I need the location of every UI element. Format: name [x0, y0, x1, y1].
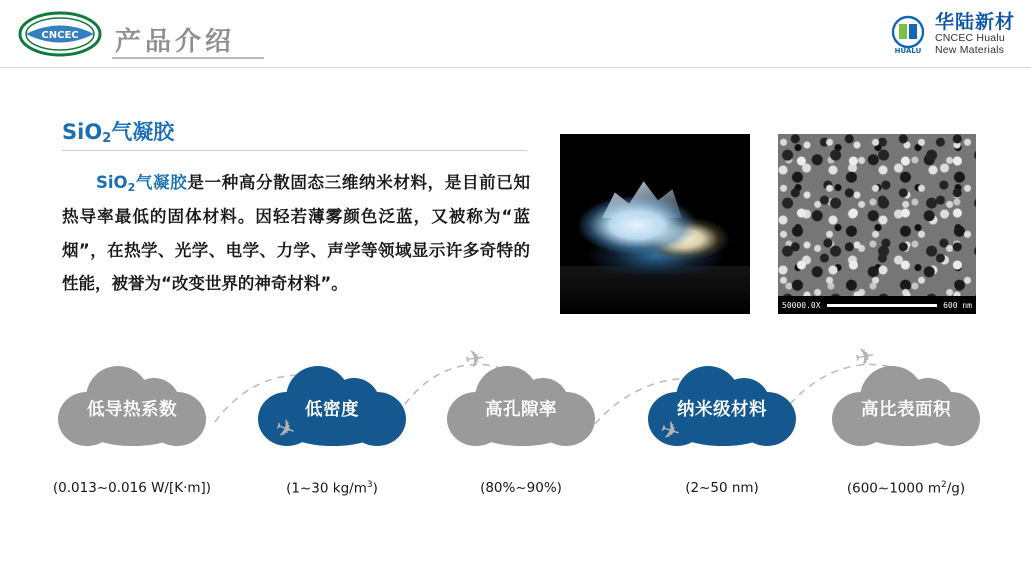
svg-text:HUALU: HUALU [894, 47, 922, 54]
feature-caption-2-tail: ) [372, 480, 378, 497]
plane-icon: ✈ [463, 344, 487, 375]
feature-caption-5-tail: /g) [946, 480, 966, 497]
body-lead-rest: 气凝胶 [135, 173, 188, 192]
feature-caption-4: (2~50 nm) [685, 480, 759, 496]
sem-texture [778, 134, 976, 314]
sem-scale-length: 600 nm [943, 300, 972, 310]
body-lead-main: SiO [96, 173, 128, 192]
section-title [62, 116, 174, 146]
section-title-main: SiO [62, 120, 103, 144]
feature-caption-5-sup: 2 [941, 480, 947, 490]
feature-cloud-row [0, 342, 1031, 472]
plane-icon: ✈ [271, 413, 300, 446]
feature-caption-2-sup: 3 [366, 480, 373, 490]
aerogel-crystal-shape [602, 178, 682, 218]
sem-scale-line [827, 304, 938, 307]
feature-cloud-3-label: 高孔隙率 [485, 400, 557, 420]
page-title: 产品介绍 [115, 27, 236, 57]
feature-caption-5-main: (600~1000 m [846, 480, 942, 497]
feature-caption-5 [791, 480, 1021, 497]
section-title-sub: 2 [102, 131, 112, 146]
plane-icon: ✈ [852, 342, 878, 373]
slide-header [0, 0, 1031, 68]
section-divider [62, 150, 527, 151]
body-paragraph [62, 166, 530, 301]
hualu-logo-en-line1: CNCEC Hualu [934, 31, 1005, 44]
title-underline [112, 57, 264, 59]
header-divider [0, 67, 1031, 68]
feature-cloud-1[interactable] [58, 362, 206, 448]
sem-scale-bar [778, 296, 976, 314]
plane-icon: ✈ [656, 415, 684, 448]
hualu-logo-en-line2: New Materials [934, 43, 1005, 56]
aerogel-sample-photo [560, 134, 750, 314]
body-lead-sub: 2 [127, 181, 136, 194]
aerogel-sem-image [778, 134, 976, 314]
hualu-logo [888, 12, 1015, 56]
feature-cloud-5-label: 高比表面积 [861, 400, 951, 420]
feature-cloud-3[interactable] [447, 362, 595, 448]
feature-cloud-1-label: 低导热系数 [87, 400, 177, 420]
body-text: 是一种高分散固态三维纳米材料，是目前已知热导率最低的固体材料。因轻若薄雾颜色泛蓝，又被称为“蓝烟”，在热学、光学、电学、力学、声学等领域显示许多奇特的性能，被誉为“改变世界的神奇材料”。 [62, 173, 531, 294]
svg-text:CNCEC: CNCEC [41, 30, 79, 41]
feature-caption-1: (0.013~0.016 W/[K·m]) [52, 480, 212, 496]
feature-cloud-4-label: 纳米级材料 [677, 400, 767, 420]
section-title-rest: 气凝胶 [111, 120, 175, 144]
hualu-logo-cn: 华陆新材 [934, 10, 1015, 33]
sem-scale-magnification: 50000.0X [782, 300, 821, 310]
cncec-logo [18, 11, 102, 57]
hualu-mark-icon [888, 14, 928, 54]
feature-caption-2-main: (1~30 kg/m [286, 480, 367, 497]
feature-cloud-5[interactable] [832, 362, 980, 448]
feature-caption-3: (80%~90%) [480, 480, 562, 496]
feature-cloud-2-label: 低密度 [305, 400, 359, 420]
